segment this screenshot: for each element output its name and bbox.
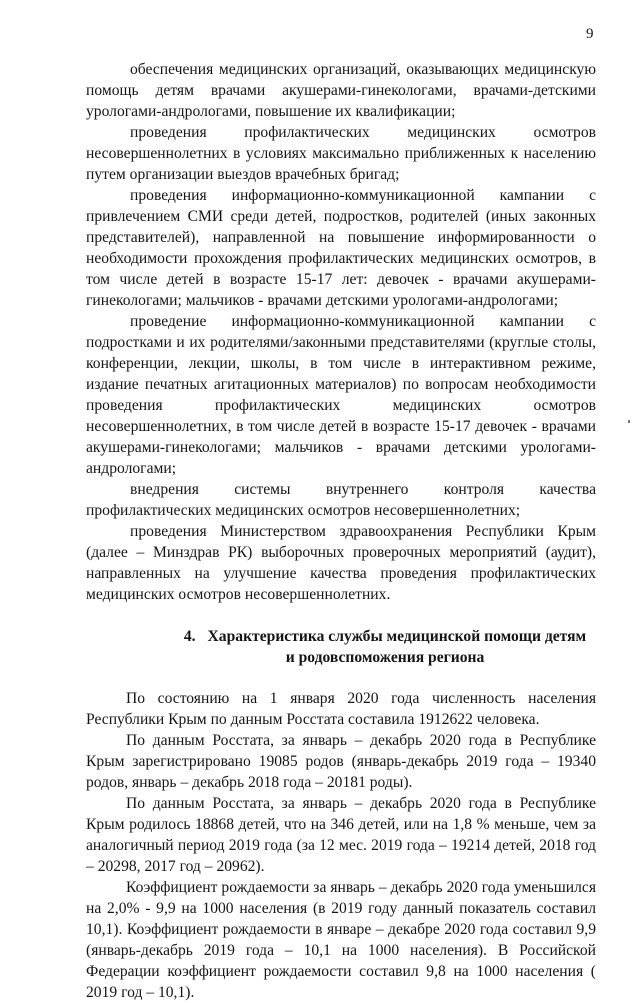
paragraph: По данным Росстата, за январь – декабрь 2020 года в Республике Крым родилось 18868 детей, что на 346 детей, или на 1,8 % меньше, чем за аналогичный период 2019 года (за 12 мес. 2019 года – 19214 детей, 2018 год – 20298, 2017 год – 20962). xyxy=(86,795,596,875)
paragraph: внедрения системы внутреннего контроля качества профилактических медицинских осмотров несовершеннолетних; xyxy=(86,481,596,519)
paragraph: проведение информационно-коммуникационной кампании с подростками и их родителями/законными представителями (круглые столы, конференции, лекции, школы, в том числе в интерактивном режиме, издание печатных агитационных материалов) по вопросам необходимости проведения профилактических медицинских осмотров несовершеннолетних, в том числе детей в возрасте 15-17 девочек - врачами акушерами-гинекологами; мальчиков - врачами детскими урологами-андрологами; xyxy=(86,313,596,477)
paragraph: проведения Министерством здравоохранения Республики Крым (далее – Минздрав РК) выборочных проверочных мероприятий (аудит), направленных на улучшение качества проведения профилактических медицинских осмотров несовершеннолетних. xyxy=(86,523,596,603)
section-heading xyxy=(86,626,596,668)
section-number: 4. xyxy=(183,628,196,645)
paragraph: Коэффициент рождаемости за январь – декабрь 2020 года уменьшился на 2,0% - 9,9 на 1000 населения (в 2019 году данный показатель составил 10,1). Коэффициент рождаемости в январе – декабре 2020 года составил 9,9 (январь-декабрь 2019 года – 10,1 на 1000 населения). В Российской Федерации коэффициент рождаемости составил 9,8 на 1000 населения ( 2019 год – 10,1). xyxy=(86,879,596,1001)
paragraph: По состоянию на 1 января 2020 года численность населения Республики Крым по данным Росстата составила 1912622 человека. xyxy=(86,690,596,728)
document-body xyxy=(86,59,596,1003)
page-number: 9 xyxy=(586,26,594,42)
scan-speck xyxy=(628,420,630,423)
paragraph: По данным Росстата, за январь – декабрь 2020 года в Республике Крым зарегистрировано 19085 родов (январь-декабрь 2019 года – 19340 родов, январь – декабрь 2018 года – 20181 роды). xyxy=(86,732,596,791)
section-title: Характеристика службы медицинской помощи детям и родовспоможения региона xyxy=(207,628,587,666)
paragraph: обеспечения медицинских организаций, оказывающих медицинскую помощь детям врачами акушерами-гинекологами, врачами-детскими урологами-андрологами, повышение их квалификации; xyxy=(86,61,596,120)
paragraph: проведения информационно-коммуникационной кампании с привлечением СМИ среди детей, подростков, родителей (иных законных представителей), направленной на повышение информированности о необходимости прохождения профилактических медицинских осмотров, в том числе детей в возрасте 15-17 лет: девочек - врачами акушерами-гинекологами; мальчиков - врачами детскими урологами-андрологами; xyxy=(86,187,596,309)
paragraph: проведения профилактических медицинских осмотров несовершеннолетних в условиях максимально приближенных к населению путем организации выездов врачебных бригад; xyxy=(86,124,596,183)
